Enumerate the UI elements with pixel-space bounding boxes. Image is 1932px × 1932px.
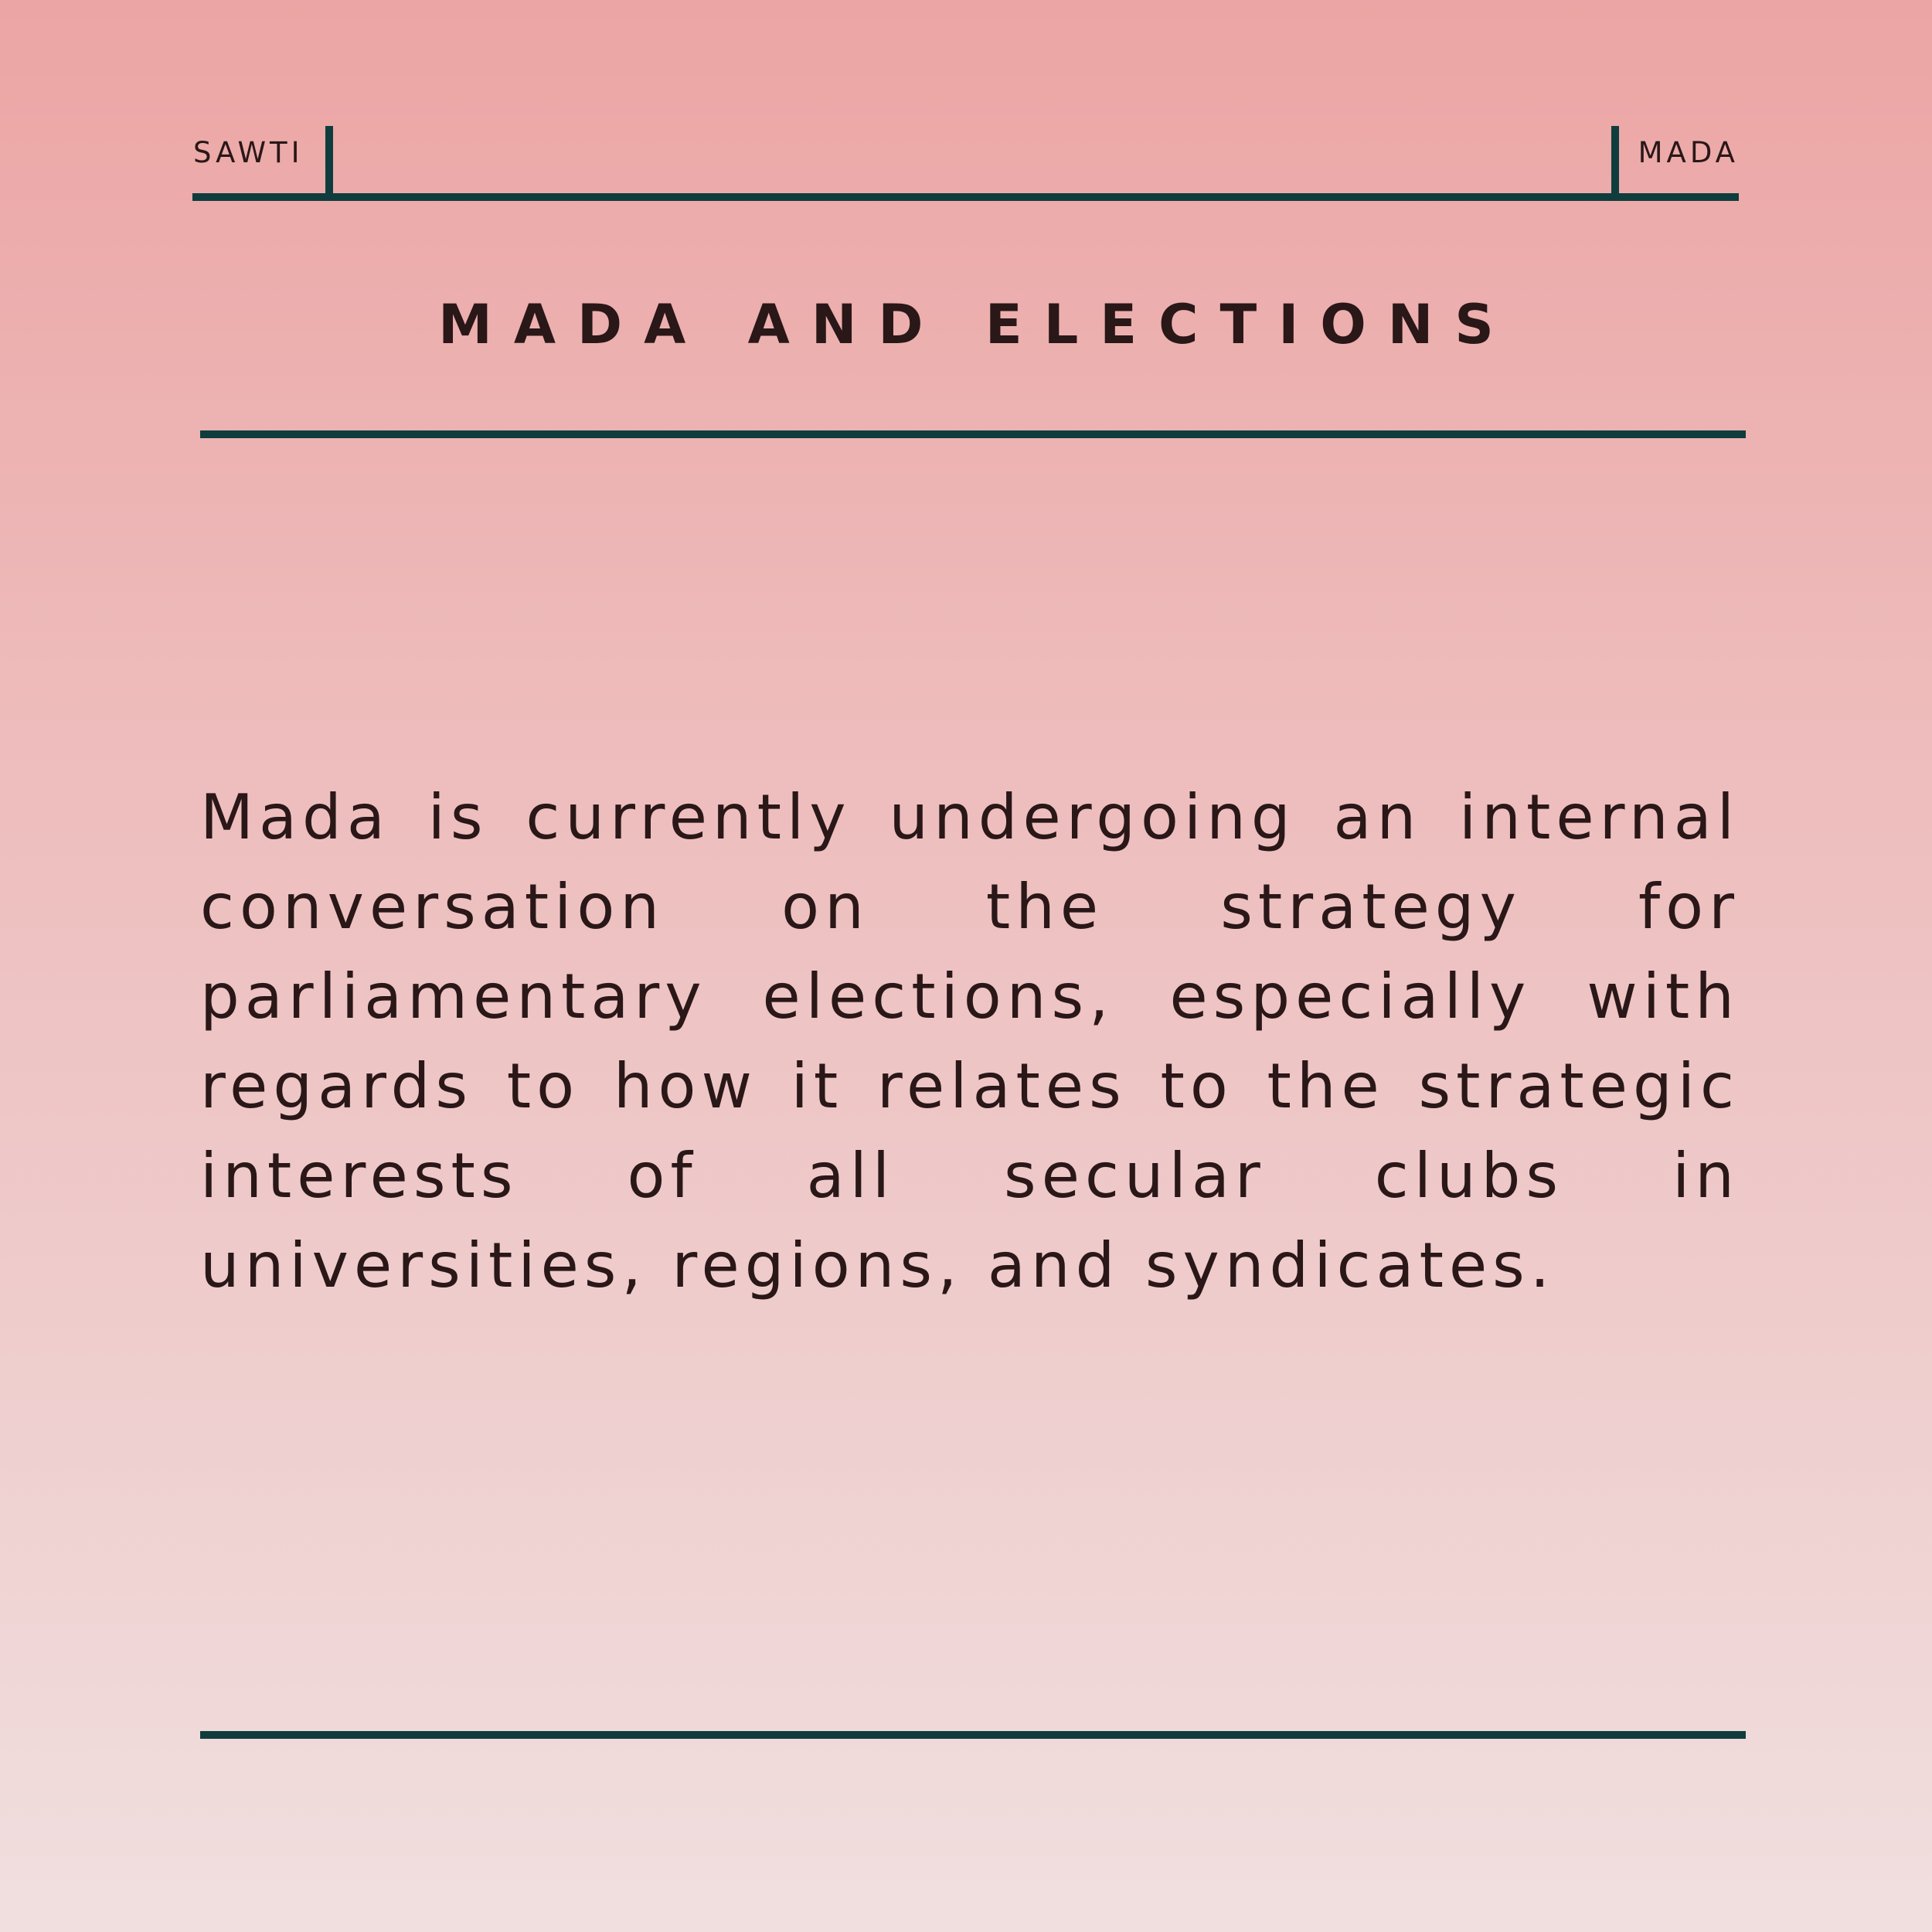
header-right-tick	[1611, 126, 1619, 197]
body-paragraph: Mada is currently undergoing an internal conversation on the strategy for parliamentary elections, especially with regards to how it relates to the strategic interests of all secular clubs in universities, regions, and syndicates.	[200, 781, 1740, 1301]
page-title: MADA AND ELECTIONS	[438, 293, 1515, 356]
header-right-label: MADA	[1638, 136, 1739, 169]
title-divider	[200, 430, 1746, 438]
footer-divider	[200, 1731, 1746, 1739]
header-left-label: SAWTI	[193, 136, 304, 169]
header-left-tick	[325, 126, 333, 197]
header-divider	[192, 193, 1739, 201]
